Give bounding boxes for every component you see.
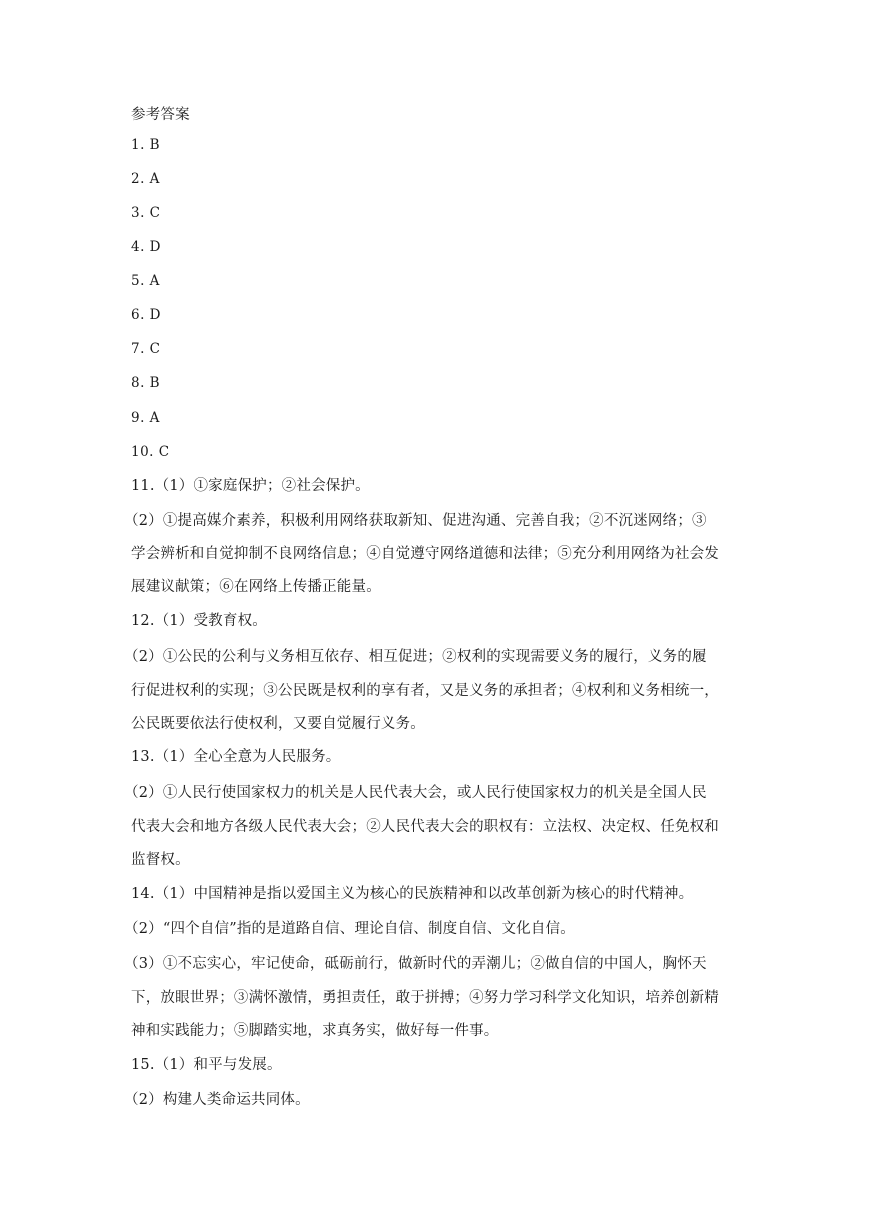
answer-choice: 10. C [131,444,170,460]
q12-part2-line1: （2）①公民的公利与义务相互依存、相互促进；②权利的实现需要义务的履行，义务的履 [124,649,707,665]
q14-part1: 14.（1）中国精神是指以爱国主义为核心的民族精神和以改革创新为核心的时代精神。 [131,886,694,902]
q14-part2: （2）“四个自信”指的是道路自信、理论自信、制度自信、文化自信。 [124,921,575,937]
q11-part2-line2: 学会辨析和自觉抑制不良网络信息；④自觉遵守网络道德和法律；⑤充分利用网络为社会发 [131,546,719,562]
q15-part1: 15.（1）和平与发展。 [131,1057,282,1073]
answer-choice: 5. A [131,273,160,289]
page-heading: 参考答案 [131,107,190,123]
answer-choice: 2. A [131,171,160,187]
answer-choice: 3. C [131,205,161,221]
q14-part3-line1: （3）①不忘实心，牢记使命，砥砺前行，做新时代的弄潮儿；②做自信的中国人，胸怀天 [124,956,707,972]
answer-choice: 8. B [131,375,161,391]
q11-part1: 11.（1）①家庭保护；②社会保护。 [131,478,370,494]
q13-part2-line1: （2）①人民行使国家权力的机关是人民代表大会，或人民行使国家权力的机关是全国人民 [124,785,707,801]
q13-part2-line2: 代表大会和地方各级人民代表大会；②人民代表大会的职权有：立法权、决定权、任免权和 [131,819,719,835]
q12-part2-line3: 公民既要依法行使权利，又要自觉履行义务。 [131,716,425,732]
answer-choice: 1. B [131,137,161,153]
answer-choice: 9. A [131,410,160,426]
q13-part2-line3: 监督权。 [131,852,190,868]
q12-part1: 12.（1）受教育权。 [131,613,267,629]
q15-part2: （2）构建人类命运共同体。 [124,1092,310,1108]
answer-choice: 6. D [131,307,161,323]
answer-choice: 7. C [131,341,161,357]
q12-part2-line2: 行促进权利的实现；③公民既是权利的享有者，又是义务的承担者；④权利和义务相统一， [131,683,719,699]
q14-part3-line3: 神和实践能力；⑤脚踏实地，求真务实，做好每一件事。 [131,1023,499,1039]
q13-part1: 13.（1）全心全意为人民服务。 [131,749,341,765]
q11-part2-line1: （2）①提高媒介素养，积极利用网络获取新知、促进沟通、完善自我；②不沉迷网络；③ [124,513,707,529]
q14-part3-line2: 下，放眼世界；③满怀激情，勇担责任，敢于拼搏；④努力学习科学文化知识，培养创新精 [131,990,719,1006]
q11-part2-line3: 展建议献策；⑥在网络上传播正能量。 [131,579,381,595]
answer-choice: 4. D [131,239,161,255]
